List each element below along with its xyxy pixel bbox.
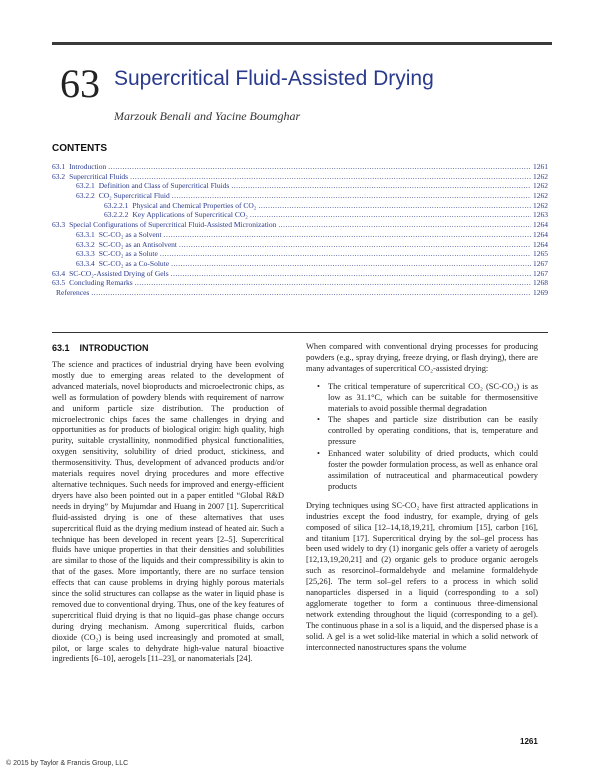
toc-entry[interactable]: 63.3.4 SC-CO₂ as a Co-Solute ..... 1267 xyxy=(52,259,548,269)
list-item: • The critical temperature of supercritical CO₂ (SC-CO₂) is as low as 31.1°C, which can be suitable for thermosensitive materials to avoid possible thermal degradation xyxy=(328,382,538,415)
toc-entry[interactable]: 63.2.2.2 Key Applications of Supercritical CO₂ ..... 1263 xyxy=(52,210,548,220)
advantages-list xyxy=(306,382,538,493)
right-column xyxy=(306,342,538,653)
table-of-contents xyxy=(52,162,548,298)
advantages-intro: When compared with conventional drying processes for producing powders (e.g., spray drying, freeze drying, or flash drying), there are many advantages of supercritical CO₂-assisted drying: xyxy=(306,342,538,373)
contents-divider xyxy=(52,332,548,333)
toc-entry[interactable]: 63.2 Supercritical Fluids ..... 1262 xyxy=(52,172,548,182)
page-number: 1261 xyxy=(520,737,538,746)
toc-entry[interactable]: 63.2.1 Definition and Class of Supercritical Fluids ..... 1262 xyxy=(52,181,548,191)
toc-entry[interactable]: 63.3.3 SC-CO₂ as a Solute ..... 1265 xyxy=(52,249,548,259)
toc-entry[interactable]: 63.2.2 CO₂ Supercritical Fluid ..... 1262 xyxy=(52,191,548,201)
toc-entry[interactable]: 63.4 SC-CO₂-Assisted Drying of Gels ..... 1267 xyxy=(52,269,548,279)
left-column xyxy=(52,342,284,665)
top-rule xyxy=(52,42,552,45)
list-item: • Enhanced water solubility of dried products, which could foster the powder formulation process, as well as enhance oral assimilation of nutraceutical and pharmaceutical powdery products xyxy=(328,449,538,493)
toc-entry[interactable]: 63.1 Introduction ..... 1261 xyxy=(52,162,548,172)
body-paragraph: Drying techniques using SC-CO₂ have first attracted applications in industries except the food industry, for example, drying of gels composed of silica [12–14,18,19,21], chromium [15], carbon [16], and titanium [17]. Supercritical drying by the sol–gel process has been used widely to dry (1) inorganic gels offer a variety of aerogels [12,13,19,20,21] and (2) organic gels to produce organic aerogels such as resorcinol–formaldehyde and melamine formaldehyde [25,26]. The term sol–gel refers to a process in which solid nanoparticles dispersed in a liquid (corresponding to a sol) agglomerate together to form a continuous three-dimensional network extending throughout the liquid (corresponding to a gel). The continuous phase in a sol is a liquid, and the dispersed phase is a solid. A gel is a wet solid-like material in which a solid network of interconnected nanostructures spans the volume xyxy=(306,500,538,652)
toc-entry[interactable]: References ..... 1269 xyxy=(52,288,548,298)
toc-entry[interactable]: 63.2.2.1 Physical and Chemical Properties of CO₂ ..... 1262 xyxy=(52,201,548,211)
list-item: • The shapes and particle size distribution can be easily controlled by operating conditions, that is, temperature and pressure xyxy=(328,415,538,448)
toc-entry[interactable]: 63.3.2 SC-CO₂ as an Antisolvent ..... 1264 xyxy=(52,240,548,250)
section-heading: 63.1 INTRODUCTION xyxy=(52,343,149,353)
chapter-title: Supercritical Fluid-Assisted Drying xyxy=(114,67,434,90)
chapter-number: 63 xyxy=(60,61,100,106)
toc-entry[interactable]: 63.3.1 SC-CO₂ as a Solvent ..... 1264 xyxy=(52,230,548,240)
chapter-authors: Marzouk Benali and Yacine Boumghar xyxy=(114,109,301,123)
contents-heading: CONTENTS xyxy=(52,143,107,154)
toc-entry[interactable]: 63.5 Concluding Remarks ..... 1268 xyxy=(52,278,548,288)
intro-paragraph: The science and practices of industrial drying have been evolving mostly due to emerging areas related to the development of advanced materials, novel bioproducts and microelectronic chips, as well as formulation of powdery blends with requirement of narrow and uniform particle size distribution. The production of microelectronic chips faces the same challenges in drying and opportunities as for products of biological origin: high quality, high purity, suitable crystallinity, nonmodified physical functionalities, oxygen sensitivity, solubility of dried product, stickiness, and thermosensitivity. Thus, development of advanced products and/or materials requires novel drying procedures and more effective alternative techniques. Such needs for improved and energy-efficient dryers have also been pointed out in a paper entitled “Global R&D needs in drying” by Mujumdar and Huang in 2007 [1]. Supercritical fluid-assisted drying is one of these alternatives that uses supercritical fluid as the drying medium instead of heated air. Such a technique has been developed in recent years [2–5]. Supercritical fluids have unique properties in that their densities and solubilities are similar to those of the liquids and their compressibility is akin to that of the gases. More importantly, there are no surface tension effects that can cause problems in drying highly porous materials since the solid structures can collapse as the water in liquid phase is removed due to conventional drying. Thus, one of the key features of supercritical fluid drying is that no liquid–gas phase change occurs during drying mechanism. Among supercritical fluids, carbon dioxide (CO₂) is being used increasingly and promoted at small, pilot, or large scales to dehydrate high-value natural bioactive ingredients [6–10], aerogels [11–23], or nanomaterials [24]. xyxy=(52,360,284,664)
toc-entry[interactable]: 63.3 Special Configurations of Supercritical Fluid-Assisted Micronization ..... 1264 xyxy=(52,220,548,230)
copyright-notice: © 2015 by Taylor & Francis Group, LLC xyxy=(6,760,129,767)
